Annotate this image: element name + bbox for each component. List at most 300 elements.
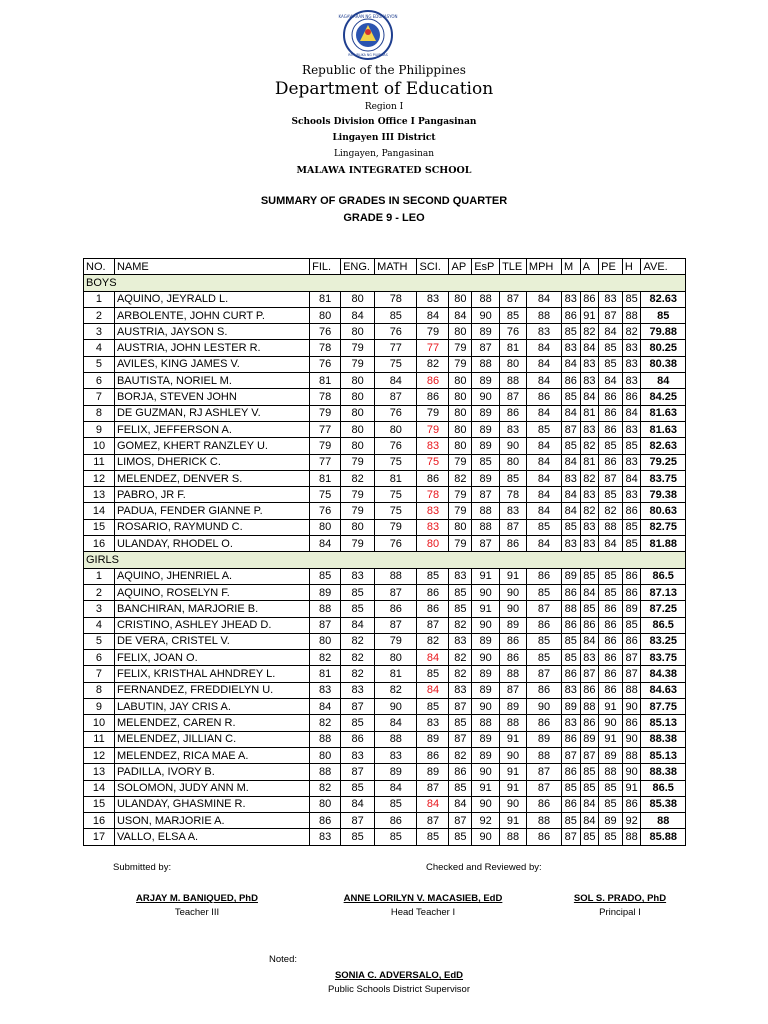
- supervisor-position: Public Schools District Supervisor: [327, 984, 471, 995]
- cell-tle: 83: [500, 421, 527, 437]
- cell-h: 85: [622, 438, 641, 454]
- column-header-pe-col: PE: [599, 259, 623, 275]
- cell-ap: 79: [449, 503, 472, 519]
- cell-sci: 83: [417, 519, 449, 535]
- cell-esp: 91: [472, 601, 500, 617]
- cell-ave: 88.38: [641, 731, 686, 747]
- cell-fil: 89: [310, 584, 341, 600]
- cell-esp: 90: [472, 829, 500, 845]
- cell-sci: 85: [417, 666, 449, 682]
- cell-math: 80: [375, 650, 417, 666]
- cell-sci: 84: [417, 796, 449, 812]
- cell-ave: 83.25: [641, 633, 686, 649]
- column-header-m-col: M: [562, 259, 581, 275]
- cell-ave: 80.63: [641, 503, 686, 519]
- cell-math: 75: [375, 454, 417, 470]
- cell-tle: 76: [500, 324, 527, 340]
- cell-ave: 82.63: [641, 291, 686, 307]
- cell-math: 81: [375, 666, 417, 682]
- cell-h: 85: [622, 617, 641, 633]
- cell-mph: 90: [526, 699, 561, 715]
- cell-fil: 82: [310, 715, 341, 731]
- cell-mph: 88: [526, 747, 561, 763]
- cell-tle: 89: [500, 617, 527, 633]
- cell-h: 88: [622, 682, 641, 698]
- table-row: [84, 519, 686, 535]
- cell-name: AQUINO, ROSELYN F.: [114, 584, 309, 600]
- cell-name: VALLO, ELSA A.: [114, 829, 309, 845]
- cell-no: 13: [84, 764, 115, 780]
- cell-m: 83: [562, 470, 581, 486]
- cell-eng: 82: [341, 470, 375, 486]
- cell-mph: 86: [526, 715, 561, 731]
- cell-a: 85: [580, 829, 599, 845]
- cell-fil: 80: [310, 307, 341, 323]
- cell-esp: 90: [472, 584, 500, 600]
- section-row: [84, 275, 686, 291]
- cell-a: 89: [580, 731, 599, 747]
- cell-no: 13: [84, 487, 115, 503]
- cell-ave: 85.88: [641, 829, 686, 845]
- cell-a: 84: [580, 633, 599, 649]
- cell-no: 8: [84, 682, 115, 698]
- cell-eng: 80: [341, 438, 375, 454]
- cell-name: BAUTISTA, NORIEL M.: [114, 373, 309, 389]
- cell-tle: 80: [500, 454, 527, 470]
- cell-h: 85: [622, 519, 641, 535]
- cell-eng: 83: [341, 747, 375, 763]
- cell-mph: 84: [526, 470, 561, 486]
- cell-m: 84: [562, 356, 581, 372]
- cell-m: 86: [562, 796, 581, 812]
- supervisor-name: SONIA C. ADVERSALO, EdD: [334, 970, 464, 981]
- cell-m: 89: [562, 699, 581, 715]
- cell-name: AQUINO, JHENRIEL A.: [114, 568, 309, 584]
- cell-esp: 89: [472, 470, 500, 486]
- cell-esp: 88: [472, 715, 500, 731]
- cell-math: 76: [375, 438, 417, 454]
- cell-eng: 80: [341, 421, 375, 437]
- cell-tle: 91: [500, 813, 527, 829]
- table-row: [84, 682, 686, 698]
- cell-h: 90: [622, 699, 641, 715]
- cell-ave: 84.25: [641, 389, 686, 405]
- cell-sci: 84: [417, 307, 449, 323]
- cell-m: 86: [562, 307, 581, 323]
- cell-math: 84: [375, 780, 417, 796]
- cell-ap: 82: [449, 666, 472, 682]
- cell-tle: 86: [500, 633, 527, 649]
- cell-fil: 82: [310, 650, 341, 666]
- cell-m: 83: [562, 682, 581, 698]
- cell-esp: 88: [472, 519, 500, 535]
- table-row: [84, 829, 686, 845]
- cell-sci: 79: [417, 405, 449, 421]
- cell-name: USON, MARJORIE A.: [114, 813, 309, 829]
- cell-sci: 85: [417, 568, 449, 584]
- cell-fil: 86: [310, 813, 341, 829]
- cell-pe: 85: [599, 584, 623, 600]
- cell-m: 87: [562, 829, 581, 845]
- cell-sci: 82: [417, 356, 449, 372]
- table-row: [84, 568, 686, 584]
- cell-ap: 86: [449, 764, 472, 780]
- cell-ave: 88: [641, 813, 686, 829]
- cell-tle: 83: [500, 503, 527, 519]
- cell-mph: 87: [526, 764, 561, 780]
- cell-pe: 86: [599, 421, 623, 437]
- cell-m: 85: [562, 519, 581, 535]
- cell-ap: 80: [449, 324, 472, 340]
- cell-pe: 85: [599, 356, 623, 372]
- cell-m: 85: [562, 324, 581, 340]
- cell-fil: 80: [310, 796, 341, 812]
- column-header-mph-col: MPH: [526, 259, 561, 275]
- cell-fil: 88: [310, 764, 341, 780]
- cell-esp: 90: [472, 699, 500, 715]
- cell-pe: 84: [599, 536, 623, 552]
- cell-esp: 88: [472, 503, 500, 519]
- cell-math: 77: [375, 340, 417, 356]
- cell-m: 86: [562, 731, 581, 747]
- cell-no: 7: [84, 389, 115, 405]
- cell-pe: 86: [599, 454, 623, 470]
- cell-math: 75: [375, 487, 417, 503]
- cell-sci: 75: [417, 454, 449, 470]
- table-row: [84, 584, 686, 600]
- cell-fil: 84: [310, 699, 341, 715]
- cell-pe: 85: [599, 780, 623, 796]
- cell-sci: 83: [417, 438, 449, 454]
- cell-m: 85: [562, 389, 581, 405]
- cell-no: 1: [84, 568, 115, 584]
- cell-esp: 87: [472, 340, 500, 356]
- cell-mph: 89: [526, 731, 561, 747]
- cell-math: 76: [375, 405, 417, 421]
- cell-ave: 79.88: [641, 324, 686, 340]
- table-row: [84, 666, 686, 682]
- cell-pe: 84: [599, 373, 623, 389]
- cell-eng: 79: [341, 454, 375, 470]
- cell-name: AQUINO, JEYRALD L.: [114, 291, 309, 307]
- cell-pe: 82: [599, 503, 623, 519]
- cell-name: MELENDEZ, DENVER S.: [114, 470, 309, 486]
- cell-tle: 90: [500, 438, 527, 454]
- cell-a: 83: [580, 650, 599, 666]
- table-row: [84, 699, 686, 715]
- cell-fil: 80: [310, 747, 341, 763]
- cell-pe: 91: [599, 731, 623, 747]
- cell-sci: 83: [417, 291, 449, 307]
- column-header-math-col: MATH: [375, 259, 417, 275]
- cell-h: 84: [622, 405, 641, 421]
- cell-esp: 90: [472, 617, 500, 633]
- cell-m: 83: [562, 291, 581, 307]
- cell-pe: 83: [599, 291, 623, 307]
- cell-pe: 86: [599, 682, 623, 698]
- teacher-name: ARJAY M. BANIQUED, PhD: [136, 893, 258, 904]
- cell-no: 17: [84, 829, 115, 845]
- column-header-esp-col: EsP: [472, 259, 500, 275]
- cell-ap: 79: [449, 340, 472, 356]
- cell-tle: 91: [500, 764, 527, 780]
- table-row: [84, 601, 686, 617]
- cell-ap: 82: [449, 650, 472, 666]
- cell-h: 89: [622, 601, 641, 617]
- cell-eng: 85: [341, 601, 375, 617]
- cell-no: 4: [84, 617, 115, 633]
- cell-a: 85: [580, 601, 599, 617]
- table-header-row: [84, 259, 686, 275]
- cell-sci: 85: [417, 699, 449, 715]
- column-header-h-col: H: [622, 259, 641, 275]
- cell-mph: 85: [526, 633, 561, 649]
- cell-m: 85: [562, 438, 581, 454]
- cell-name: BANCHIRAN, MARJORIE B.: [114, 601, 309, 617]
- region-line: Region I: [364, 102, 404, 112]
- cell-ave: 84.63: [641, 682, 686, 698]
- cell-mph: 83: [526, 324, 561, 340]
- cell-eng: 79: [341, 356, 375, 372]
- cell-math: 79: [375, 519, 417, 535]
- cell-sci: 86: [417, 373, 449, 389]
- cell-math: 87: [375, 617, 417, 633]
- cell-m: 85: [562, 813, 581, 829]
- cell-a: 86: [580, 715, 599, 731]
- cell-tle: 86: [500, 650, 527, 666]
- cell-ave: 83.75: [641, 650, 686, 666]
- cell-mph: 85: [526, 584, 561, 600]
- cell-tle: 87: [500, 682, 527, 698]
- cell-sci: 83: [417, 503, 449, 519]
- cell-h: 83: [622, 340, 641, 356]
- cell-math: 85: [375, 829, 417, 845]
- cell-fil: 81: [310, 666, 341, 682]
- table-row: [84, 438, 686, 454]
- cell-a: 87: [580, 747, 599, 763]
- cell-tle: 81: [500, 340, 527, 356]
- cell-eng: 87: [341, 699, 375, 715]
- cell-ap: 80: [449, 389, 472, 405]
- table-row: [84, 324, 686, 340]
- cell-eng: 84: [341, 617, 375, 633]
- cell-esp: 88: [472, 356, 500, 372]
- cell-ap: 85: [449, 584, 472, 600]
- cell-m: 86: [562, 666, 581, 682]
- cell-h: 82: [622, 324, 641, 340]
- cell-a: 84: [580, 796, 599, 812]
- cell-no: 11: [84, 454, 115, 470]
- cell-name: AUSTRIA, JAYSON S.: [114, 324, 309, 340]
- cell-sci: 85: [417, 829, 449, 845]
- cell-m: 83: [562, 536, 581, 552]
- cell-fil: 84: [310, 536, 341, 552]
- cell-mph: 88: [526, 307, 561, 323]
- table-row: [84, 780, 686, 796]
- cell-eng: 80: [341, 405, 375, 421]
- cell-eng: 79: [341, 536, 375, 552]
- cell-a: 81: [580, 454, 599, 470]
- cell-mph: 86: [526, 568, 561, 584]
- cell-a: 83: [580, 373, 599, 389]
- cell-m: 85: [562, 650, 581, 666]
- cell-name: SOLOMON, JUDY ANN M.: [114, 780, 309, 796]
- table-row: [84, 470, 686, 486]
- cell-sci: 80: [417, 536, 449, 552]
- cell-esp: 89: [472, 682, 500, 698]
- cell-no: 14: [84, 780, 115, 796]
- cell-a: 82: [580, 438, 599, 454]
- cell-a: 84: [580, 340, 599, 356]
- cell-esp: 89: [472, 747, 500, 763]
- cell-sci: 82: [417, 633, 449, 649]
- cell-pe: 89: [599, 747, 623, 763]
- cell-ap: 79: [449, 536, 472, 552]
- cell-h: 84: [622, 470, 641, 486]
- cell-mph: 87: [526, 666, 561, 682]
- cell-m: 87: [562, 747, 581, 763]
- cell-pe: 87: [599, 307, 623, 323]
- cell-esp: 89: [472, 438, 500, 454]
- cell-a: 82: [580, 324, 599, 340]
- cell-eng: 80: [341, 373, 375, 389]
- section-row: [84, 552, 686, 568]
- cell-mph: 86: [526, 389, 561, 405]
- cell-sci: 77: [417, 340, 449, 356]
- seal-ring-text: KAGAWARAN NG EDUKASYON: [338, 14, 398, 19]
- cell-a: 85: [580, 780, 599, 796]
- cell-h: 85: [622, 536, 641, 552]
- cell-ap: 83: [449, 568, 472, 584]
- cell-tle: 90: [500, 584, 527, 600]
- cell-no: 10: [84, 715, 115, 731]
- cell-fil: 82: [310, 780, 341, 796]
- cell-a: 82: [580, 470, 599, 486]
- cell-ave: 79.25: [641, 454, 686, 470]
- cell-mph: 86: [526, 682, 561, 698]
- cell-m: 83: [562, 340, 581, 356]
- column-header-a-col: A: [580, 259, 599, 275]
- cell-no: 3: [84, 324, 115, 340]
- cell-m: 84: [562, 454, 581, 470]
- cell-pe: 87: [599, 470, 623, 486]
- cell-ave: 87.75: [641, 699, 686, 715]
- cell-math: 87: [375, 584, 417, 600]
- cell-name: MELENDEZ, JILLIAN C.: [114, 731, 309, 747]
- cell-no: 9: [84, 421, 115, 437]
- cell-math: 84: [375, 373, 417, 389]
- cell-name: MELENDEZ, CAREN R.: [114, 715, 309, 731]
- submitted-by-label: Submitted by:: [113, 862, 172, 873]
- table-row: [84, 291, 686, 307]
- cell-a: 85: [580, 568, 599, 584]
- cell-fil: 81: [310, 470, 341, 486]
- table-row: [84, 813, 686, 829]
- cell-a: 91: [580, 307, 599, 323]
- principal-position: Principal I: [599, 907, 641, 918]
- cell-ap: 80: [449, 438, 472, 454]
- cell-math: 88: [375, 568, 417, 584]
- cell-math: 84: [375, 715, 417, 731]
- cell-no: 16: [84, 813, 115, 829]
- cell-a: 82: [580, 503, 599, 519]
- cell-no: 2: [84, 307, 115, 323]
- cell-fil: 81: [310, 373, 341, 389]
- column-header-tle-col: TLE: [500, 259, 527, 275]
- cell-ave: 85.13: [641, 747, 686, 763]
- cell-ap: 85: [449, 780, 472, 796]
- cell-no: 12: [84, 470, 115, 486]
- cell-fil: 77: [310, 421, 341, 437]
- cell-a: 86: [580, 617, 599, 633]
- cell-h: 83: [622, 487, 641, 503]
- cell-m: 83: [562, 715, 581, 731]
- cell-ave: 82.75: [641, 519, 686, 535]
- cell-eng: 79: [341, 503, 375, 519]
- cell-pe: 86: [599, 405, 623, 421]
- cell-pe: 85: [599, 568, 623, 584]
- cell-esp: 90: [472, 796, 500, 812]
- cell-math: 87: [375, 389, 417, 405]
- cell-esp: 89: [472, 405, 500, 421]
- cell-ap: 87: [449, 699, 472, 715]
- cell-sci: 89: [417, 731, 449, 747]
- cell-name: FERNANDEZ, FREDDIELYN U.: [114, 682, 309, 698]
- cell-ap: 84: [449, 307, 472, 323]
- head-teacher-name: ANNE LORILYN V. MACASIEB, EdD: [343, 893, 503, 904]
- cell-esp: 91: [472, 568, 500, 584]
- cell-eng: 80: [341, 291, 375, 307]
- cell-mph: 85: [526, 650, 561, 666]
- cell-math: 86: [375, 813, 417, 829]
- cell-eng: 79: [341, 487, 375, 503]
- cell-eng: 80: [341, 519, 375, 535]
- cell-pe: 89: [599, 813, 623, 829]
- cell-ap: 83: [449, 682, 472, 698]
- table-row: [84, 454, 686, 470]
- cell-pe: 86: [599, 633, 623, 649]
- cell-name: LIMOS, DHERICK C.: [114, 454, 309, 470]
- cell-ave: 85: [641, 307, 686, 323]
- table-row: [84, 764, 686, 780]
- checked-by-label: Checked and Reviewed by:: [426, 862, 542, 873]
- cell-tle: 87: [500, 519, 527, 535]
- cell-h: 88: [622, 307, 641, 323]
- cell-name: FELIX, JOAN O.: [114, 650, 309, 666]
- cell-h: 87: [622, 666, 641, 682]
- noted-label: Noted:: [269, 954, 297, 965]
- cell-ap: 79: [449, 356, 472, 372]
- cell-math: 78: [375, 291, 417, 307]
- cell-sci: 86: [417, 601, 449, 617]
- cell-name: FELIX, KRISTHAL AHNDREY L.: [114, 666, 309, 682]
- cell-esp: 90: [472, 307, 500, 323]
- cell-ave: 85.38: [641, 796, 686, 812]
- cell-tle: 91: [500, 780, 527, 796]
- cell-name: ULANDAY, GHASMINE R.: [114, 796, 309, 812]
- column-header-eng-col: ENG.: [341, 259, 375, 275]
- table-row: [84, 307, 686, 323]
- cell-eng: 80: [341, 389, 375, 405]
- cell-mph: 84: [526, 356, 561, 372]
- cell-esp: 89: [472, 373, 500, 389]
- column-header-name-col: NAME: [114, 259, 309, 275]
- cell-a: 84: [580, 389, 599, 405]
- cell-name: ROSARIO, RAYMUND C.: [114, 519, 309, 535]
- cell-fil: 87: [310, 617, 341, 633]
- table-row: [84, 536, 686, 552]
- cell-ave: 81.63: [641, 405, 686, 421]
